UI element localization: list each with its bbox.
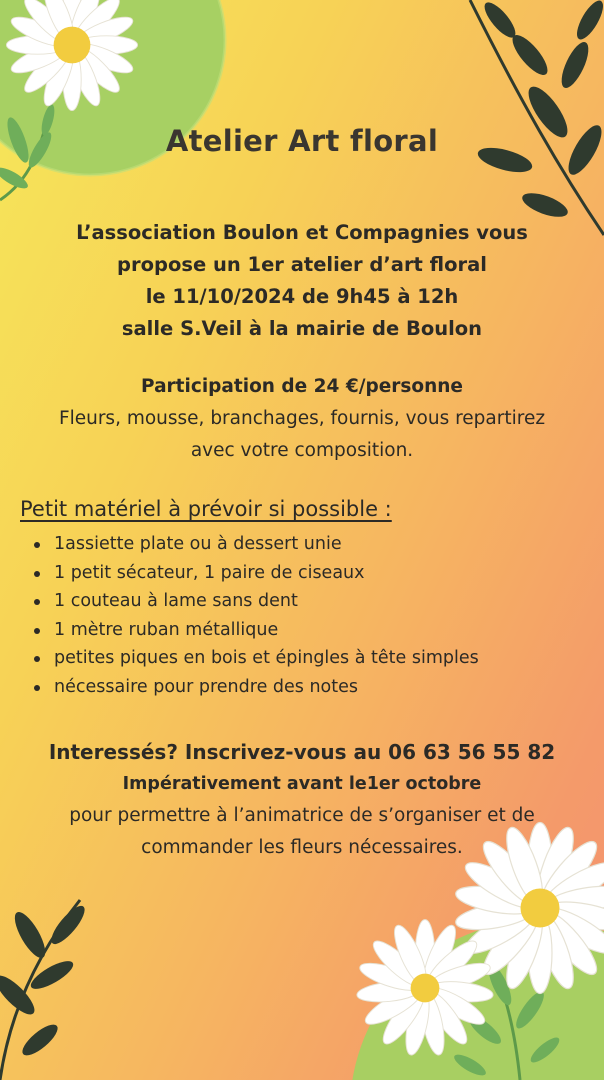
note-line: pour permettre à l’animatrice de s’organiser et de (69, 805, 535, 826)
note-line: commander les fleurs nécessaires. (141, 837, 463, 858)
flyer-title: Atelier Art floral (165, 124, 439, 158)
intro-line: propose un 1er atelier d’art floral (117, 253, 487, 276)
materials-heading: Petit matériel à prévoir si possible : (20, 497, 392, 521)
description-line: Fleurs, mousse, branchages, fournis, vous repartirez (58, 408, 546, 429)
list-item: 1 mètre ruban métallique (30, 616, 479, 645)
registration-call-to-action: Interessés? Inscrivez-vous au 06 63 56 55 82 (48, 740, 556, 764)
intro-block (0, 217, 604, 345)
materials-list (30, 530, 479, 702)
list-item: 1assiette plate ou à dessert unie (30, 530, 479, 559)
note-block (0, 800, 604, 864)
list-item: nécessaire pour prendre des notes (30, 673, 479, 702)
top-right-branch-decoration (470, 0, 604, 235)
list-item: 1 couteau à lame sans dent (30, 587, 479, 616)
description-block (0, 403, 604, 467)
bottom-left-branch-decoration (0, 900, 90, 1080)
intro-line: L’association Boulon et Compagnies vous (76, 221, 528, 244)
price-text: Participation de 24 €/personne (141, 376, 463, 397)
list-item: petites piques en bois et épingles à tête simples (30, 644, 479, 673)
registration-deadline: Impérativement avant le1er octobre (122, 774, 482, 794)
description-line: avec votre composition. (190, 440, 414, 461)
list-item: 1 petit sécateur, 1 paire de ciseaux (30, 559, 479, 588)
intro-line-venue: salle S.Veil à la mairie de Boulon (121, 317, 483, 340)
intro-line-date: le 11/10/2024 de 9h45 à 12h (145, 285, 459, 308)
